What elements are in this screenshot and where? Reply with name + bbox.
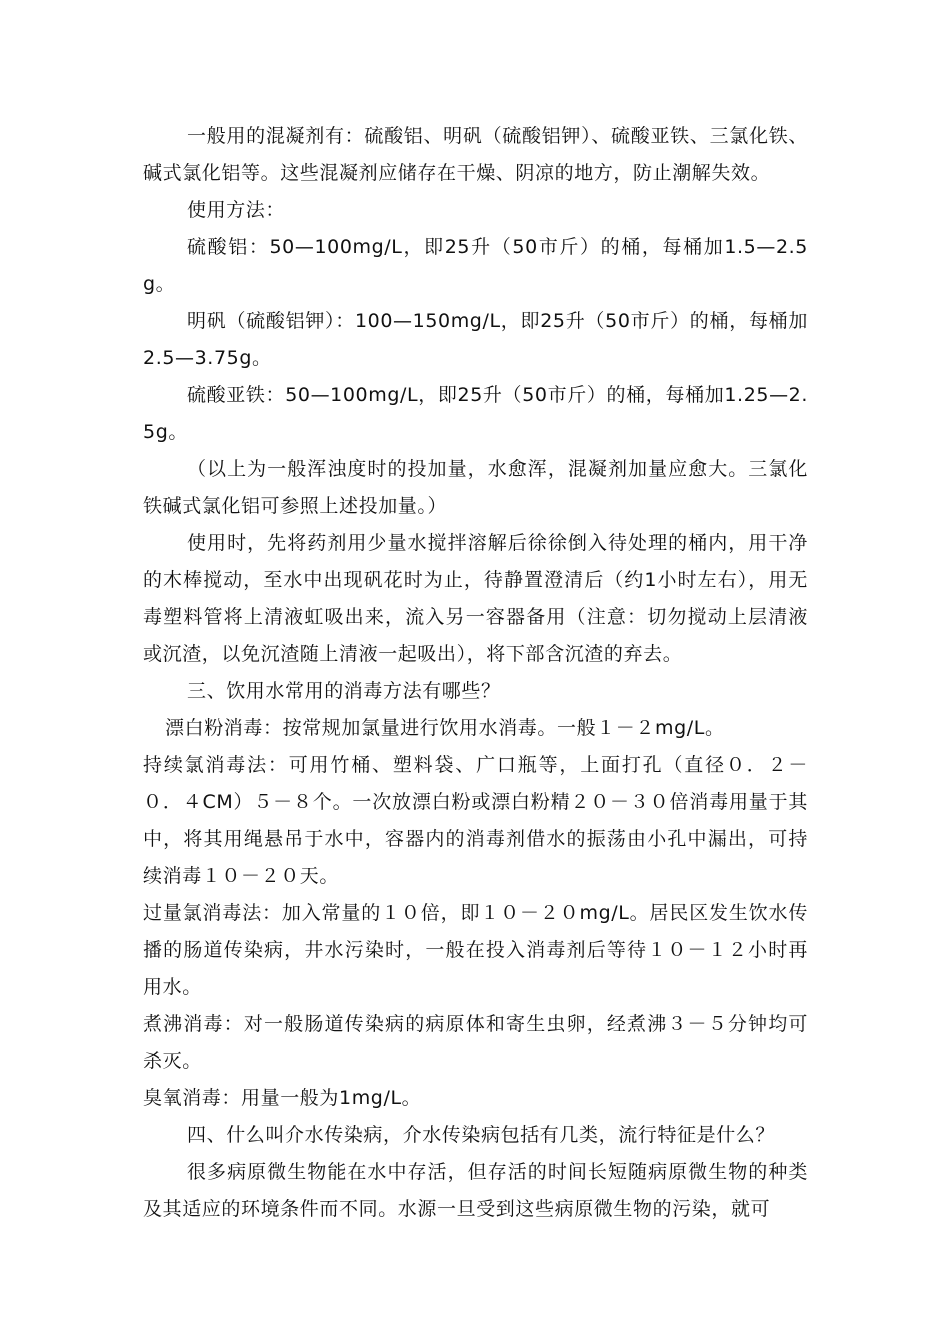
paragraph-aluminum-sulfate: 硫酸铝：50—100mg/L，即25升（50市斤）的桶，每桶加1.5—2.5g。 (143, 236, 808, 295)
paragraph-usage-procedure: 使用时，先将药剂用少量水搅拌溶解后徐徐倒入待处理的桶内，用干净的木棒搅动，至水中出现矾花时为止，待静置澄清后（约1小时左右），用无毒塑料管将上清液虹吸出来，流入另一容器备用（注意：切勿搅动上层清液或沉渣，以免沉渣随上清液一起吸出），将下部含沉渣的弃去。 (143, 532, 808, 665)
paragraph-coagulants: 一般用的混凝剂有：硫酸铝、明矾（硫酸铝钾）、硫酸亚铁、三氯化铁、碱式氯化铝等。这些混凝剂应储存在干燥、阴凉的地方，防止潮解失效。 (143, 125, 808, 184)
paragraph-bleach-disinfection: 漂白粉消毒：按常规加氯量进行饮用水消毒。一般１－２mg/L。 (165, 717, 725, 739)
paragraph-usage-heading: 使用方法： (187, 199, 286, 221)
paragraph-dosage-note: （以上为一般浑浊度时的投加量，水愈浑，混凝剂加量应愈大。三氯化铁碱式氯化铝可参照上述投加量。） (143, 458, 808, 517)
document-body (143, 118, 808, 1228)
paragraph-ferrous-sulfate: 硫酸亚铁：50—100mg/L，即25升（50市斤）的桶，每桶加1.25—2.5g。 (143, 384, 808, 443)
section-heading-disinfection: 三、饮用水常用的消毒方法有哪些？ (187, 680, 501, 702)
paragraph-ozone: 臭氧消毒：用量一般为1mg/L。 (143, 1087, 422, 1109)
section-heading-waterborne-disease: 四、什么叫介水传染病，介水传染病包括有几类，流行特征是什么？ (187, 1124, 776, 1146)
paragraph-pathogens: 很多病原微生物能在水中存活，但存活的时间长短随病原微生物的种类及其适应的环境条件而不同。水源一旦受到这些病原微生物的污染，就可 (143, 1161, 808, 1220)
paragraph-continuous-chlorine: 持续氯消毒法：可用竹桶、塑料袋、广口瓶等，上面打孔（直径０．２－０．４CM）５－８个。一次放漂白粉或漂白粉精２０－３０倍消毒用量于其中，将其用绳悬吊于水中，容器内的消毒剂借水的振荡由小孔中漏出，可持续消毒１０－２０天。 (143, 754, 808, 887)
paragraph-alum: 明矾（硫酸铝钾）：100—150mg/L，即25升（50市斤）的桶，每桶加2.5—3.75g。 (143, 310, 808, 369)
paragraph-boiling: 煮沸消毒：对一般肠道传染病的病原体和寄生虫卵，经煮沸３－５分钟均可杀灭。 (143, 1013, 808, 1072)
paragraph-excess-chlorine: 过量氯消毒法：加入常量的１０倍，即１０－２０mg/L。居民区发生饮水传播的肠道传染病，井水污染时，一般在投入消毒剂后等待１０－１２小时再用水。 (143, 902, 808, 998)
